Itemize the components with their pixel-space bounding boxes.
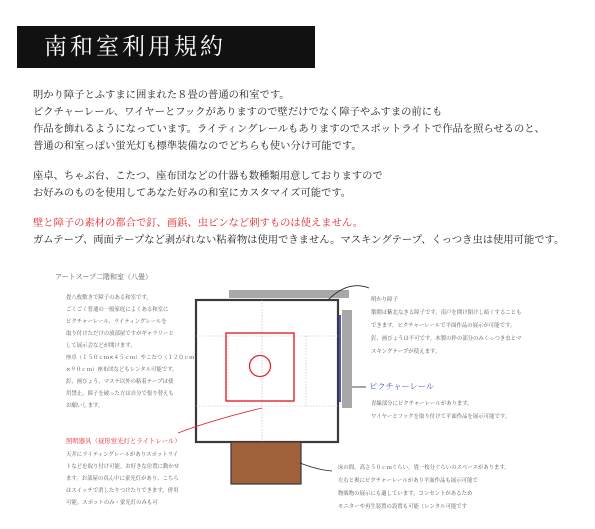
lighting-heading: 照明器具（昼形蛍光灯とライトレール）: [66, 437, 181, 445]
left-note-7: ×９０ｃｍ）座布団などもレンタル可能です。: [66, 367, 178, 373]
tokonoma-pointer: [300, 463, 332, 471]
intro-line-2: ピクチャーレール、ワイヤーとフックがありますので壁だけでなく障子やふすまの前にも: [33, 106, 443, 118]
tokonoma-note-4: モニターや再生装置の設置も可能（レンタル可能です: [338, 504, 468, 510]
left-note-8: 釘、画びょう、マステ以外の粘着テープは使: [66, 379, 174, 385]
picture-rail-note-2: ワイヤーとフックを取り付けて平面作品を展示可能です。: [371, 414, 511, 420]
left-note-3: ピクチャーレール、ライティングレールを: [66, 319, 167, 325]
shoji-note-3: 釘、画びょうは不可です。木製の枠の部分のみくっつき虫とマ: [371, 336, 522, 342]
intro-line-4: 普通の和室っぽい蛍光灯も標準装備なのでどちらも使い分け可能です。: [33, 140, 362, 152]
rule-warning: 壁と障子の素材の都合で釘、画鋲、虫ピンなど刺すものは使えません。: [33, 217, 364, 229]
tokonoma-block: [231, 442, 301, 484]
lighting-note-1: 天井にライティングレールがありスポットライ: [66, 452, 179, 458]
tokonoma-note-2: 左右と奥にピクチャーレールがあり平面作品も展示可能で: [338, 478, 478, 484]
left-note-2: ごくごく普通の一般家庭によくある和室に: [66, 307, 169, 313]
shoji-note-2: できます。ピクチャーレールで平面作品の展示が可能です。: [371, 323, 516, 329]
page-title: 南和室利用規約: [44, 34, 226, 60]
left-note-5: して展示会などが開けます。: [66, 343, 136, 349]
left-note-1: 畳八枚敷きで障子のある和室です。: [66, 295, 152, 301]
shoji-heading: 明かり障子: [371, 297, 398, 303]
tokonoma-note-1: 床の間。高さ５０ｃｍぐらい。畳一枚分ぐらいのスペースがあります。: [338, 465, 510, 471]
lighting-note-3: ます。お部屋の真ん中に蛍光灯があり、こちら: [66, 476, 179, 482]
picture-rail-label: ピクチャーレール: [369, 381, 434, 391]
furniture-line-2: お好みのものを使用してあなた好みの和室にカスタマイズ可能です。: [33, 187, 352, 199]
left-note-6: 座卓（１５０ｃｍ×４５ｃｍ）やこたつ（１２０ｃｍ: [66, 355, 195, 361]
intro-line-1: 明かり障子とふすまに囲まれた８畳の普通の和室です。: [33, 89, 290, 101]
lighting-note-5: 可能。スポットのみ・蛍光灯のみも可: [66, 500, 158, 506]
lighting-pointer: [178, 408, 262, 433]
left-note-9: 用禁止。障子を破った方は自分で張り替えも: [66, 391, 174, 397]
lighting-rail-square: [226, 333, 294, 401]
picture-rail-note-1: 青線部分にピクチャーレールがあります。: [371, 401, 473, 407]
floor-plan-title: アートスープ二階和室（八畳）: [55, 273, 153, 281]
room-outline: [196, 300, 338, 442]
shoji-note-1: 築開は紫北なきる障子です。南戸を開け閉けし暗くすることも: [371, 310, 522, 316]
intro-line-3: 作品を飾れるようになっています。ライティングレールもありますのでスポットライトで作品を照らせるのと、: [33, 123, 545, 135]
right-wall-strip: [342, 310, 352, 408]
rule-allowed: ガムテープ、両面テープなど剥がれない粘着物は使用できません。マスキングテープ、くっつき虫は使用可能です。: [33, 234, 565, 246]
fluorescent-light-circle: [250, 356, 271, 377]
lighting-note-2: トなどを取り付け可能。お好きな位置に動かせ: [66, 464, 180, 470]
left-note-10: お願いします。: [66, 403, 104, 409]
left-note-4: 取り付けただけの放部屋ですがギャラリーと: [66, 331, 174, 337]
tokonoma-note-3: 物販物の展示にも適しています。コンセントがあるため: [338, 491, 473, 497]
lighting-note-4: はスイッチで消したりつけたりできます。併用: [66, 488, 179, 494]
furniture-line-1: 座卓、ちゃぶ台、こたつ、座布団などの什器も数種類用意しておりますので: [33, 170, 383, 182]
shoji-note-4: スキングテープが使えます。: [371, 349, 441, 355]
tatami-grid: [196, 300, 338, 442]
